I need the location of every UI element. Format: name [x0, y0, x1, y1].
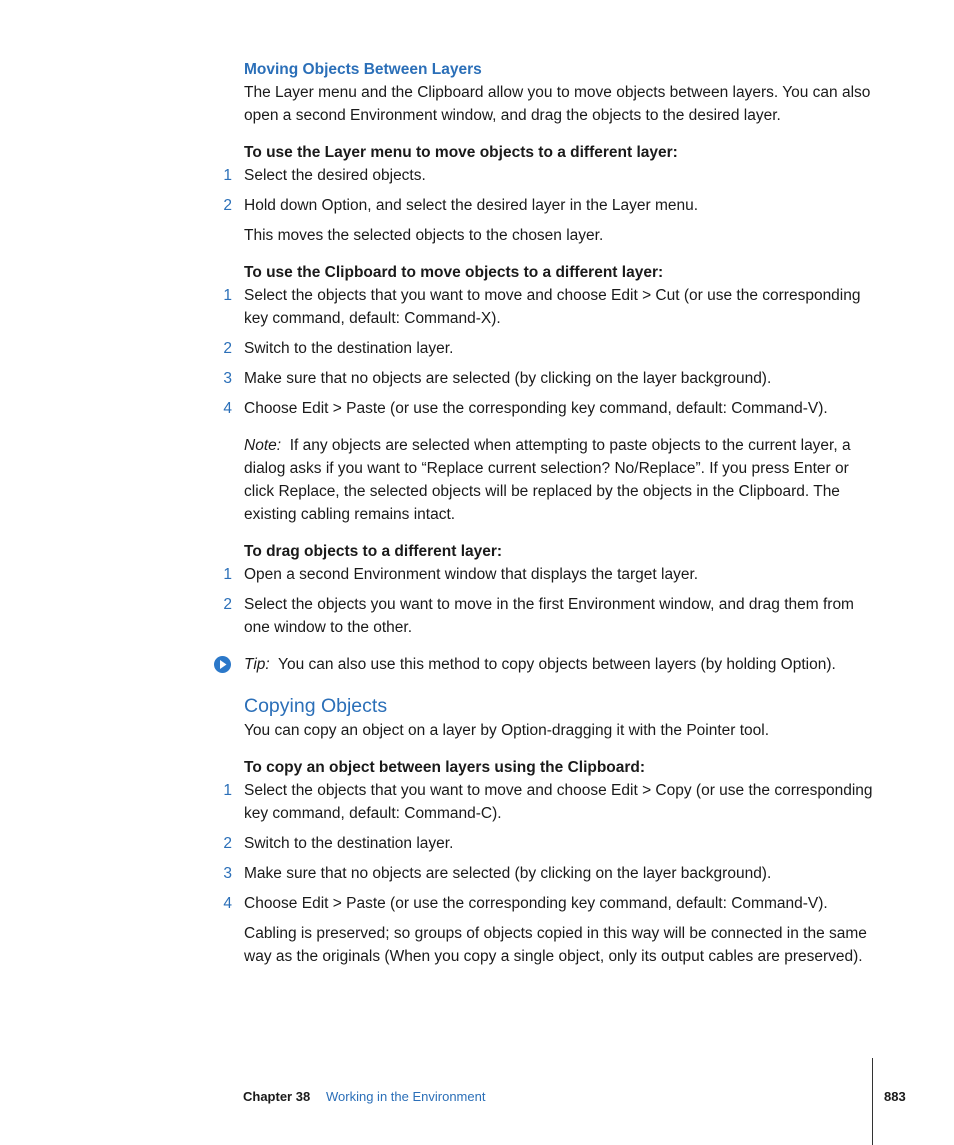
- intro-paragraph: The Layer menu and the Clipboard allow you to move objects between layers. You can also open a second Environment window, and drag the objects to the desired layer.: [244, 84, 871, 124]
- footer-chapter-title: Working in the Environment: [326, 1089, 486, 1104]
- step-number: 3: [223, 370, 232, 387]
- step-number: 2: [223, 340, 232, 357]
- step-number: 1: [223, 566, 232, 583]
- procedure-heading: To use the Layer menu to move objects to a different layer:: [244, 144, 678, 161]
- step-text: Make sure that no objects are selected (by clicking on the layer background).: [244, 865, 772, 882]
- step-number: 3: [223, 865, 232, 882]
- step-text: Select the objects that you want to move and choose Edit > Cut (or use the corresponding key command, default: Command-X).: [244, 287, 861, 327]
- step-text: Open a second Environment window that displays the target layer.: [244, 566, 699, 583]
- step-text: Switch to the destination layer.: [244, 835, 454, 852]
- intro-paragraph: You can copy an object on a layer by Option-dragging it with the Pointer tool.: [244, 722, 770, 739]
- tip-paragraph: [244, 653, 874, 676]
- step-text: Make sure that no objects are selected (by clicking on the layer background).: [244, 370, 772, 387]
- step-text: Select the objects you want to move in the first Environment window, and drag them from one window to the other.: [244, 596, 854, 636]
- step-number: 4: [223, 400, 232, 417]
- procedure-heading: To use the Clipboard to move objects to a different layer:: [244, 264, 664, 281]
- result-paragraph: Cabling is preserved; so groups of objects copied in this way will be connected in the same way as the originals (When you copy a single object, only its output cables are preserved).: [244, 925, 867, 965]
- result-paragraph: This moves the selected objects to the chosen layer.: [244, 227, 604, 244]
- step-text: Select the objects that you want to move and choose Edit > Copy (or use the corresponding key command, default: Command-C).: [244, 782, 873, 822]
- tip-text: You can also use this method to copy objects between layers (by holding Option).: [278, 656, 836, 673]
- procedure-heading: To copy an object between layers using the Clipboard:: [244, 759, 646, 776]
- tip-arrow-icon: [214, 656, 231, 673]
- step-text: Choose Edit > Paste (or use the corresponding key command, default: Command-V).: [244, 400, 828, 417]
- step-number: 2: [223, 596, 232, 613]
- page-number: 883: [884, 1089, 906, 1104]
- step-text: Hold down Option, and select the desired layer in the Layer menu.: [244, 197, 699, 214]
- step-text: Select the desired objects.: [244, 167, 426, 184]
- step-number: 2: [223, 197, 232, 214]
- step-text: Choose Edit > Paste (or use the corresponding key command, default: Command-V).: [244, 895, 828, 912]
- note-label: Note:: [244, 437, 282, 454]
- section-heading: Copying Objects: [244, 695, 388, 717]
- footer-chapter-label: Chapter 38: [243, 1089, 311, 1104]
- step-number: 2: [223, 835, 232, 852]
- step-number: 1: [223, 167, 232, 184]
- procedure-heading: To drag objects to a different layer:: [244, 543, 503, 560]
- subsection-heading: Moving Objects Between Layers: [244, 61, 482, 78]
- step-number: 4: [223, 895, 232, 912]
- note-paragraph: [244, 434, 874, 526]
- tip-label: Tip:: [244, 656, 270, 673]
- step-number: 1: [223, 782, 232, 799]
- step-number: 1: [223, 287, 232, 304]
- note-text: If any objects are selected when attempting to paste objects to the current layer, a dialog asks if you want to “Replace current selection? No/Replace”. If you press Enter or click Replace, the selected objects will be replaced by the objects in the Clipboard. The existing cabling remains intact.: [244, 437, 851, 523]
- step-text: Switch to the destination layer.: [244, 340, 454, 357]
- footer-divider: [872, 1058, 873, 1145]
